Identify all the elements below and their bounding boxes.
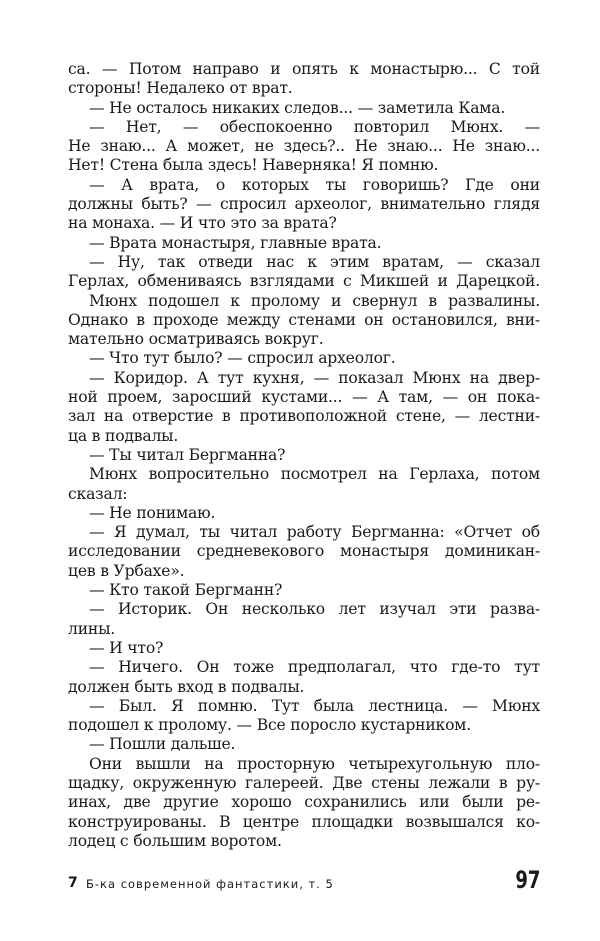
text-line: исследовании средневекового монастыря доминикан-	[68, 542, 540, 561]
text-line: конструированы. В центре площадки возвышался ко-	[68, 812, 540, 831]
text-line: — Ты читал Бергманна?	[89, 445, 286, 464]
text-line: — Не осталось никаких следов... — заметила Кама.	[89, 98, 506, 117]
text-line: — Кто такой Бергманн?	[89, 581, 283, 600]
signature-mark: 7	[68, 875, 78, 891]
series-title: Б-ка современной фантастики, т. 5	[86, 877, 334, 891]
text-line: ной проем, заросший кустами... — А там, — он пока-	[68, 388, 540, 407]
text-line: — Не понимаю.	[89, 503, 216, 522]
text-line: должен быть вход в подвалы.	[68, 677, 305, 696]
text-line: Они вышли на просторную четырехугольную пло-	[89, 754, 540, 773]
text-line: мательно осматриваясь вокруг.	[68, 330, 324, 349]
text-line: — Ну, так отведи нас к этим вратам, — сказал	[89, 252, 540, 271]
text-line: лодец с большим воротом.	[68, 831, 282, 850]
text-line: щадку, окруженную галереей. Две стены лежали в ру-	[68, 773, 540, 792]
text-line: — Пошли дальше.	[89, 735, 236, 754]
text-line: цев в Урбахе».	[68, 561, 185, 580]
text-line: Мюнх вопросительно посмотрел на Герлаха, потом	[89, 465, 540, 484]
text-line: зал на отверстие в противоположной стене, — лестни-	[68, 407, 540, 426]
text-line: — Нет, — обеспокоенно повторил Мюнх. —	[89, 117, 540, 136]
text-line: инах, две другие хорошо сохранились или были ре-	[68, 793, 540, 812]
text-line: — Ничего. Он тоже предполагал, что где-то тут	[89, 658, 540, 677]
page-number: 97	[514, 866, 540, 894]
text-line: сказал:	[68, 484, 128, 503]
text-line: Герлах, обмениваясь взглядами с Микшей и Дарецкой.	[68, 272, 540, 291]
text-line: Однако в проходе между стенами он остановился, вни-	[68, 310, 540, 329]
text-line: Мюнх подошел к пролому и свернул в развалины.	[89, 291, 540, 310]
text-line: — А врата, о которых ты говоришь? Где они	[89, 175, 540, 194]
text-line: — Я думал, ты читал работу Бергманна: «Отчет об	[89, 523, 540, 542]
text-line: должны быть? — спросил археолог, внимательно глядя	[68, 195, 540, 214]
text-line: — Что тут было? — спросил археолог.	[89, 349, 396, 368]
text-line: подошел к пролому. — Все поросло кустарником.	[68, 716, 471, 735]
text-line: Нет! Стена была здесь! Наверняка! Я помню.	[68, 156, 439, 175]
text-line: — Врата монастыря, главные врата.	[89, 233, 382, 252]
text-line: са. — Потом направо и опять к монастырю... С той	[68, 60, 540, 78]
text-line: Не знаю... А может, не здесь?.. Не знаю... Не знаю...	[68, 137, 540, 156]
text-line: — И что?	[89, 638, 164, 657]
text-line: на монаха. — И что это за врата?	[68, 214, 337, 233]
page-footer	[68, 866, 540, 896]
text-line: лины.	[68, 619, 116, 638]
text-line: ца в подвалы.	[68, 426, 179, 445]
body-text	[68, 60, 540, 851]
text-line: стороны! Недалеко от врат.	[68, 79, 293, 98]
text-line: — Был. Я помню. Тут была лестница. — Мюнх	[89, 696, 540, 715]
text-line: — Историк. Он несколько лет изучал эти разва-	[89, 600, 540, 619]
text-line: — Коридор. А тут кухня, — показал Мюнх на двер-	[89, 368, 540, 387]
